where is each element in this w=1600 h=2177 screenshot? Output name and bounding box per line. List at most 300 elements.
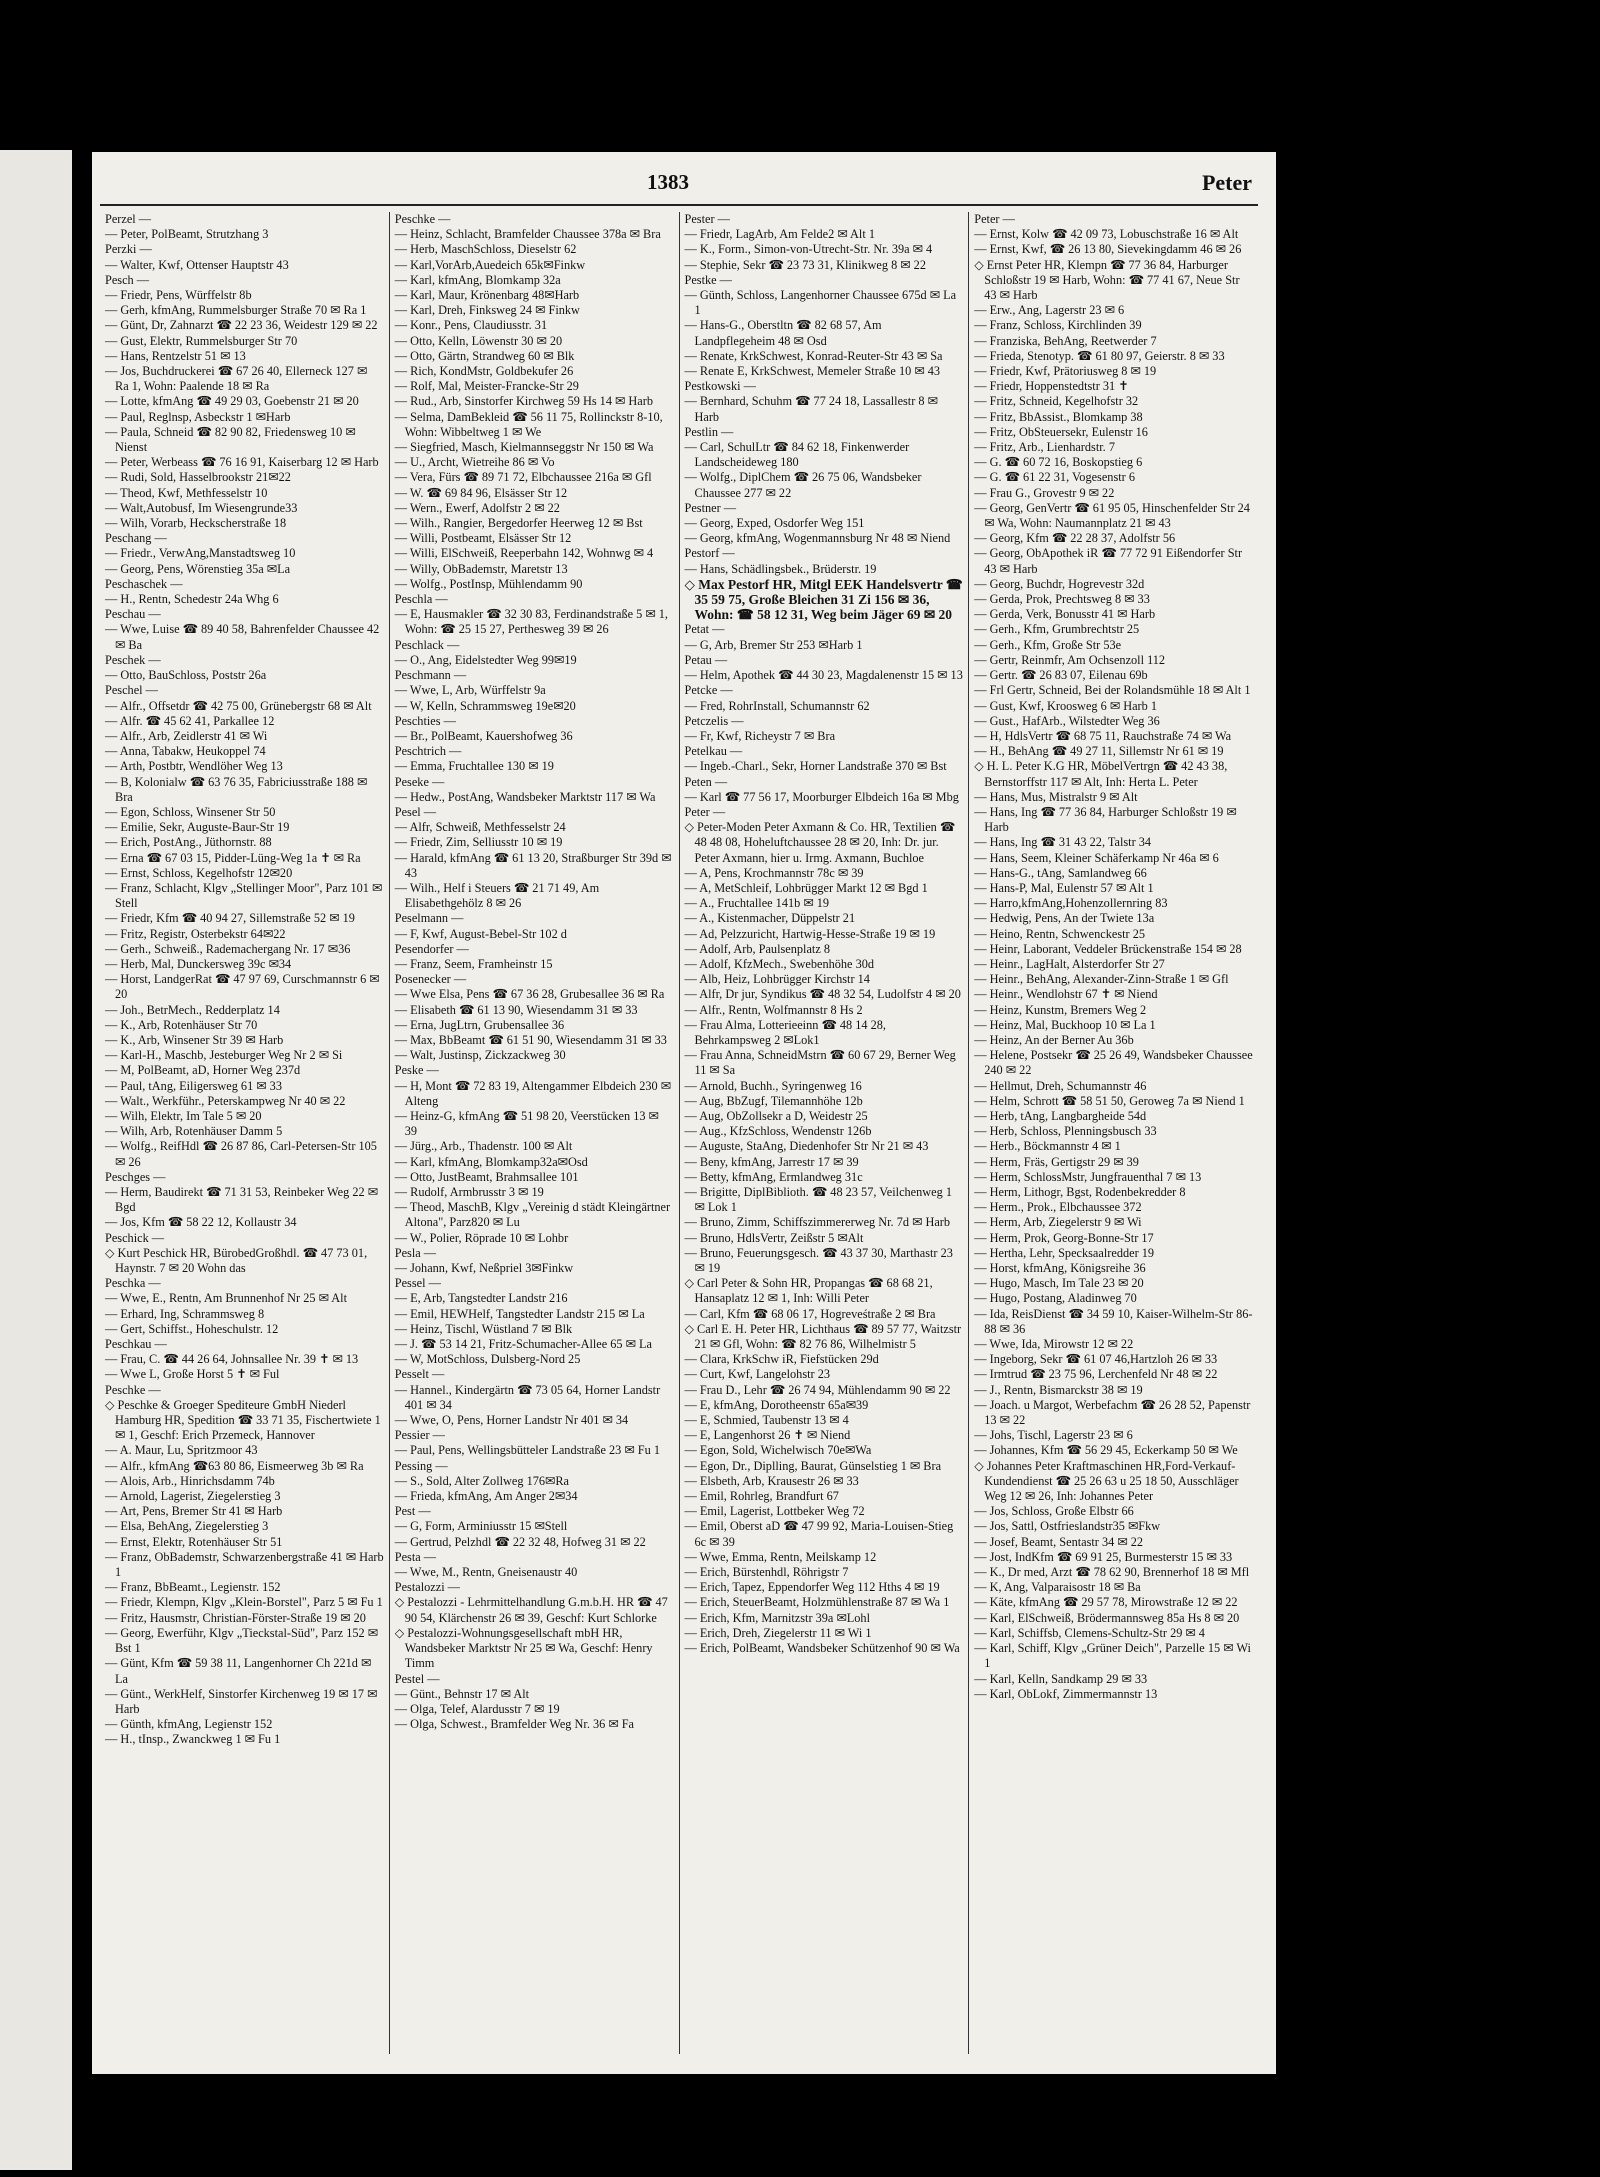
directory-entry: — Günt., WerkHelf, Sinstorfer Kirchenweg 19 ✉ 17 ✉ Harb: [105, 1686, 378, 1716]
directory-entry: — Art, Pens, Bremer Str 41 ✉ Harb: [105, 1504, 283, 1519]
directory-entry: — K., Arb, Winsener Str 39 ✉ Harb: [105, 1032, 284, 1047]
directory-entry: Pessier —: [394, 1428, 445, 1443]
page-number: 1383: [647, 170, 689, 194]
directory-entry: Posenecker —: [394, 972, 467, 987]
directory-entry: Peschla —: [394, 592, 448, 607]
directory-entry: — Wwe, E., Rentn, Am Brunnenhof Nr 25 ✉ Alt: [105, 1291, 347, 1306]
directory-entry: — Ernst, Kwf, ☎ 26 13 80, Sievekingdamm 46 ✉ 26: [974, 242, 1242, 257]
directory-entry: — Georg, GenVertr ☎ 61 95 05, Hinschenfelder Str 24 ✉ Wa, Wohn: Naumannplatz 21 ✉ 43: [974, 500, 1250, 531]
directory-entry: — Selma, DamBekleid ☎ 56 11 75, Rollinckstr 8-10, Wohn: Wibbeltweg 1 ✉ We: [394, 409, 663, 439]
directory-entry: — G. ☎ 61 22 31, Vogesenstr 6: [974, 470, 1135, 485]
directory-entry: — Heinr., Wendlohstr 67 ✝ ✉ Niend: [974, 987, 1158, 1002]
directory-entry: Pestlin —: [684, 424, 734, 439]
directory-entry: — Erich, Tapez, Eppendorfer Weg 112 Hths 4 ✉ 19: [684, 1580, 940, 1595]
directory-entry: — Wwe, L, Arb, Würffelstr 9a: [394, 683, 546, 698]
directory-entry: — Hans, Ing ☎ 31 43 22, Talstr 34: [974, 835, 1152, 850]
directory-entry: — Gert, Schiffst., Hoheschulstr. 12: [105, 1321, 279, 1336]
directory-entry: — Adolf, KfzMech., Swebenhöhe 30d: [684, 956, 875, 971]
directory-entry: — Alfr., kfmAng ☎63 80 86, Eismeerweg 3b ✉ Ra: [105, 1458, 364, 1473]
directory-entry: Pessel —: [394, 1276, 441, 1291]
directory-entry: — Frau Anna, SchneidMstrn ☎ 60 67 29, Berner Weg 11 ✉ Sa: [684, 1048, 956, 1078]
directory-entry: — F, Kwf, August-Bebel-Str 102 d: [394, 926, 567, 941]
directory-entry: — Otto, Gärtn, Strandweg 60 ✉ Blk: [394, 348, 575, 363]
directory-entry: — Günth, Schloss, Langenhorner Chaussee 675d ✉ La 1: [684, 288, 957, 318]
directory-entry: — Gust., HafArb., Wilstedter Weg 36: [974, 713, 1160, 728]
directory-entry: — Wilh., Rangier, Bergedorfer Heerweg 12 ✉ Bst: [394, 516, 643, 531]
directory-entry: — Jürg., Arb., Thadenstr. 100 ✉ Alt: [394, 1139, 573, 1154]
directory-entry: — Emil, HEWHelf, Tangstedter Landstr 215 ✉ La: [394, 1306, 645, 1321]
directory-entry: — Erich, Dreh, Ziegelerstr 11 ✉ Wi 1: [684, 1625, 872, 1640]
directory-entry: — Anna, Tabakw, Heukoppel 74: [105, 744, 266, 759]
directory-entry: — W. ☎ 69 84 96, Elsässer Str 12: [394, 485, 568, 500]
directory-entry: — Heino, Rentn, Schwenckestr 25: [974, 926, 1146, 941]
directory-entry: — Friedr, Pens, Würffelstr 8b: [105, 288, 252, 303]
directory-entry: — Herm., Prok., Elbchaussee 372: [974, 1200, 1142, 1215]
directory-entry: — Paul, tAng, Eiligersweg 61 ✉ 33: [105, 1078, 282, 1093]
directory-entry: Petczelis —: [684, 713, 744, 728]
directory-entry: — Gerh, kfmAng, Rummelsburger Straße 70 ✉ Ra 1: [105, 303, 367, 318]
directory-entry: — O., Ang, Eidelstedter Weg 99✉19: [394, 652, 577, 667]
directory-entry: — Walter, Kwf, Ottenser Hauptstr 43: [105, 257, 289, 272]
directory-entry: Peschke —: [105, 1382, 161, 1397]
directory-entry: — Clara, KrkSchw iR, Fiefstücken 29d: [684, 1352, 879, 1367]
directory-entry: Perzki —: [105, 242, 152, 257]
directory-entry: — Erw., Ang, Lagerstr 23 ✉ 6: [974, 303, 1125, 318]
directory-entry: — H., BehAng ☎ 49 27 11, Sillemstr Nr 61 ✉ 19: [974, 744, 1224, 759]
directory-entry: — S., Sold, Alter Zollweg 176✉Ra: [394, 1473, 570, 1488]
header-rule: [100, 204, 1258, 206]
directory-entry: — Otto, BauSchloss, Poststr 26a: [105, 668, 267, 683]
directory-entry: — Wolfg., ReifHdl ☎ 26 87 86, Carl-Petersen-Str 105 ✉ 26: [105, 1139, 377, 1169]
directory-entry: Pest —: [394, 1504, 431, 1519]
directory-entry: — Bruno, Zimm, Schiffszimmererweg Nr. 7d ✉ Harb: [684, 1215, 951, 1230]
directory-entry: Pestke —: [684, 272, 732, 287]
directory-entry: — Adolf, Arb, Paulsenplatz 8: [684, 941, 830, 956]
directory-entry: — Hans-G., tAng, Samlandweg 66: [974, 865, 1147, 880]
directory-entry: — A., Kistenmacher, Düppelstr 21: [684, 911, 856, 926]
directory-entry: — Karl, ElSchweiß, Brödermannsweg 85a Hs 8 ✉ 20: [974, 1610, 1240, 1625]
directory-entry: Peschties —: [394, 713, 456, 728]
directory-entry: — Jost, IndKfm ☎ 69 91 25, Burmesterstr 15 ✉ 33: [974, 1549, 1233, 1564]
directory-entry: — A, MetSchleif, Lohbrügger Markt 12 ✉ Bgd 1: [684, 880, 928, 895]
directory-entry: — Günt, Dr, Zahnarzt ☎ 22 23 36, Weidestr 129 ✉ 22: [105, 318, 378, 333]
directory-entry: — Hedwig, Pens, An der Twiete 13a: [974, 911, 1155, 926]
directory-entry: Perzel —: [105, 212, 152, 226]
directory-entry: — H, HdlsVertr ☎ 68 75 11, Rauchstraße 74 ✉ Wa: [974, 728, 1232, 743]
directory-entry: — Egon, Schloss, Winsener Str 50: [105, 804, 276, 819]
directory-entry: — Fritz, Arb., Lienhardstr. 7: [974, 440, 1115, 455]
directory-entry: — Herb, Mal, Dunckersweg 39c ✉34: [105, 956, 292, 971]
directory-entry: Peschel —: [105, 683, 158, 698]
directory-entry: Peschick —: [105, 1230, 165, 1245]
directory-entry: — Hannel., Kindergärtn ☎ 73 05 64, Horner Landstr 401 ✉ 34: [394, 1382, 661, 1412]
directory-page: [92, 152, 1276, 2074]
directory-entry: — Alb, Heiz, Lohbrügger Kirchstr 14: [684, 972, 870, 987]
directory-entry: — J., Rentn, Bismarckstr 38 ✉ 19: [974, 1382, 1143, 1397]
directory-entry: — Franziska, BehAng, Reetwerder 7: [974, 333, 1157, 348]
directory-entry: ◇ Ernst Peter HR, Klempn ☎ 77 36 84, Harburger Schloßstr 19 ✉ Harb, Wohn: ☎ 77 41 67, Neue Str 43 ✉ Harb: [974, 257, 1240, 303]
directory-entry: ◇ H. L. Peter K.G HR, MöbelVertrgn ☎ 42 43 38, Bernstorffstr 117 ✉ Alt, Inh: Herta L. Peter: [974, 759, 1228, 789]
directory-entry: — Rudolf, Armbrusstr 3 ✉ 19: [394, 1185, 544, 1199]
directory-entry: Pesta —: [394, 1549, 437, 1564]
directory-entry: — Walt, Justinsp, Zickzackweg 30: [394, 1048, 566, 1063]
directory-entry: — Herm, Fräs, Gertigstr 29 ✉ 39: [974, 1154, 1139, 1169]
directory-entry: — Gust, Kwf, Kroosweg 6 ✉ Harb 1: [974, 698, 1158, 713]
page-header: [92, 170, 1276, 204]
directory-entry: — Theod, Kwf, Methfesselstr 10: [105, 485, 268, 500]
directory-entry: — Karl, Schiff, Klgv „Grüner Deich", Parzelle 15 ✉ Wi 1: [974, 1641, 1251, 1671]
directory-entry: — Franz, ObBademstr, Schwarzenbergstraße 41 ✉ Harb 1: [105, 1549, 384, 1580]
directory-entry: — Alfr, Schweiß, Methfesselstr 24: [394, 820, 566, 835]
directory-entry: Peseke —: [394, 774, 445, 789]
directory-entry: — Herb, Schloss, Plenningsbusch 33: [974, 1124, 1157, 1139]
directory-entry: — Egon, Dr., Diplling, Baurat, Günselstieg 1 ✉ Bra: [684, 1458, 942, 1473]
directory-entry: — Auguste, StaAng, Diedenhofer Str Nr 21 ✉ 43: [684, 1139, 929, 1154]
directory-entry: — Emma, Fruchtallee 130 ✉ 19: [394, 759, 554, 774]
directory-entry: — Ingeb.-Charl., Sekr, Horner Landstraße 370 ✉ Bst: [684, 759, 947, 774]
directory-entry: — Otto, JustBeamt, Brahmsallee 101: [394, 1169, 579, 1184]
directory-entry: — W, MotSchloss, Dulsberg-Nord 25: [394, 1352, 581, 1367]
directory-entry: — Wwe Elsa, Pens ☎ 67 36 28, Grubesallee 36 ✉ Ra: [394, 987, 665, 1002]
directory-entry: Peske —: [394, 1063, 439, 1078]
directory-entry: — Hans, Mus, Mistralstr 9 ✉ Alt: [974, 789, 1138, 804]
directory-entry: — H., Rentn, Schedestr 24a Whg 6: [105, 592, 279, 607]
directory-entry: — K., Form., Simon-von-Utrecht-Str. Nr. 39a ✉ 4: [684, 242, 933, 257]
directory-entry: — G, Arb, Bremer Str 253 ✉Harb 1: [684, 637, 863, 652]
directory-entry: — E, Hausmakler ☎ 32 30 83, Ferdinandstraße 5 ✉ 1, Wohn: ☎ 25 15 27, Perthesweg 39 ✉ 26: [394, 607, 668, 637]
directory-entry: Pestel —: [394, 1671, 440, 1686]
directory-entry: — Ida, ReisDienst ☎ 34 59 10, Kaiser-Wilhelm-Str 86-88 ✉ 36: [974, 1306, 1253, 1336]
directory-entry: — Johannes, Kfm ☎ 56 29 45, Eckerkamp 50 ✉ We: [974, 1443, 1238, 1458]
directory-entry: — Herm, Prok, Georg-Bonne-Str 17: [974, 1230, 1154, 1245]
directory-entry: — Karl, Dreh, Finksweg 24 ✉ Finkw: [394, 303, 580, 318]
directory-entry: — Friedr., VerwAng,Manstadtsweg 10: [105, 546, 296, 561]
directory-entry: — Wwe, O, Pens, Horner Landstr Nr 401 ✉ 34: [394, 1413, 629, 1428]
directory-entry: — Curt, Kwf, Langelohstr 23: [684, 1367, 830, 1382]
directory-entry: — Karl,VorArb,Auedeich 65k✉Finkw: [394, 257, 586, 272]
directory-entry: — Arnold, Buchh., Syringenweg 16: [684, 1078, 862, 1093]
directory-entry: — W., Polier, Röprade 10 ✉ Lohbr: [394, 1230, 569, 1245]
directory-entry: Peschek —: [105, 652, 161, 667]
directory-entry: — Fritz, Registr, Osterbekstr 64✉22: [105, 926, 286, 941]
directory-entry: — Elisabeth ☎ 61 13 90, Wiesendamm 31 ✉ 33: [394, 1002, 638, 1017]
directory-entry: — Fritz, Hausmstr, Christian-Förster-Straße 19 ✉ 20: [105, 1610, 366, 1625]
directory-entry: — Karl, Maur, Krönenbarg 48✉Harb: [394, 288, 580, 303]
directory-entry: — Willi, Postbeamt, Elsässer Str 12: [394, 531, 572, 546]
directory-entry: — Hans-G., Oberstltn ☎ 82 68 57, Am Landpflegeheim 48 ✉ Osd: [684, 318, 882, 348]
directory-entry: — Carl, Kfm ☎ 68 06 17, Hogreveśtraße 2 ✉ Bra: [684, 1306, 936, 1321]
directory-entry: — Georg, kfmAng, Wogenmannsburg Nr 48 ✉ Niend: [684, 531, 951, 546]
directory-entry: — Günt., Behnstr 17 ✉ Alt: [394, 1686, 530, 1701]
directory-entry: — H., tInsp., Zwanckweg 1 ✉ Fu 1: [105, 1732, 281, 1747]
directory-entry: — Georg, Exped, Osdorfer Weg 151: [684, 516, 865, 531]
directory-entry: — Günt, Kfm ☎ 59 38 11, Langenhorner Ch 221d ✉ La: [105, 1656, 372, 1686]
directory-entry: — Alfr., Offsetdr ☎ 42 75 00, Grünebergstr 68 ✉ Alt: [105, 698, 372, 713]
directory-entry: — Frau D., Lehr ☎ 26 74 94, Mühlendamm 90 ✉ 22: [684, 1382, 951, 1397]
directory-entry: — Renate E, KrkSchwest, Memeler Straße 10 ✉ 43: [684, 364, 940, 379]
directory-columns: [100, 212, 1258, 2054]
directory-entry: Peschges —: [105, 1169, 166, 1184]
directory-entry: — Jos, Sattl, Ostfrieslandstr35 ✉Fkw: [974, 1519, 1161, 1534]
directory-entry: — Georg, Ewerführ, Klgv „Tieckstal-Süd", Parz 152 ✉ Bst 1: [105, 1625, 379, 1656]
directory-entry: — Erich, Kfm, Marnitzstr 39a ✉Lohl: [684, 1610, 870, 1625]
directory-entry: — Georg, Kfm ☎ 22 28 37, Adolfstr 56: [974, 531, 1176, 546]
directory-entry: — Peter, PolBeamt, Strutzhang 3: [105, 227, 269, 242]
directory-entry: — Helm, Schrott ☎ 58 51 50, Geroweg 7a ✉ Niend 1: [974, 1093, 1245, 1108]
directory-entry: — Franz, Schlacht, Klgv „Stellinger Moor", Parz 101 ✉ Stell: [105, 880, 383, 911]
directory-entry: — Helene, Postsekr ☎ 25 26 49, Wandsbeker Chaussee 240 ✉ 22: [974, 1048, 1253, 1078]
directory-entry: ◇ Max Pestorf HR, Mitgl EEK Handelsvertr ☎ 35 59 75, Große Bleichen 31 Zi 156 ✉ 36, Wohn: ☎ 58 12 31, Weg beim Jäger 69 ✉ 20: [684, 576, 963, 623]
directory-entry: — Paula, Schneid ☎ 82 90 82, Friedensweg 10 ✉ Nienst: [105, 424, 356, 455]
directory-entry: — Karl, Kelln, Sandkamp 29 ✉ 33: [974, 1671, 1148, 1686]
directory-entry: — Frieda, Stenotyp. ☎ 61 80 97, Geierstr. 8 ✉ 33: [974, 348, 1225, 363]
directory-entry: — Konr., Pens, Claudiusstr. 31: [394, 318, 548, 333]
directory-entry: — Frieda, kfmAng, Am Anger 2✉34: [394, 1489, 578, 1504]
directory-entry: — Heinz, Kunstm, Bremers Weg 2: [974, 1002, 1147, 1017]
column-4: [969, 212, 1258, 2054]
directory-entry: — Ernst, Elektr, Rotenhäuser Str 51: [105, 1534, 283, 1549]
directory-entry: — Betty, kfmAng, Ermlandweg 31c: [684, 1169, 863, 1184]
directory-entry: — Franz, BbBeamt., Legienstr. 152: [105, 1580, 281, 1595]
directory-entry: — Peter, Werbeass ☎ 76 16 91, Kaiserbarg 12 ✉ Harb: [105, 455, 379, 470]
column-1: [100, 212, 390, 2054]
directory-entry: Peschke —: [394, 212, 451, 226]
directory-entry: — Emil, Lagerist, Lottbeker Weg 72: [684, 1504, 865, 1519]
directory-entry: — Frau G., Grovestr 9 ✉ 22: [974, 485, 1115, 500]
directory-entry: — E, Arb, Tangstedter Landstr 216: [394, 1291, 568, 1306]
directory-entry: — Walt,Autobusf, Im Wiesengrunde33: [105, 500, 298, 515]
directory-entry: Pesendorfer —: [394, 941, 469, 956]
directory-entry: — Heinr., BehAng, Alexander-Zinn-Straße 1 ✉ Gfl: [974, 972, 1229, 987]
directory-entry: — Ad, Pelzzuricht, Hartwig-Hesse-Straße 19 ✉ 19: [684, 926, 936, 941]
directory-entry: — Wolfg., DiplChem ☎ 26 75 06, Wandsbeker Chaussee 277 ✉ 22: [684, 470, 922, 500]
directory-entry: — Jos, Kfm ☎ 58 22 12, Kollaustr 34: [105, 1215, 297, 1230]
directory-entry: — Wwe L, Große Horst 5 ✝ ✉ Ful: [105, 1367, 280, 1382]
directory-entry: — H, Mont ☎ 72 83 19, Altengammer Elbdeich 230 ✉ Alteng: [394, 1078, 672, 1108]
directory-entry: — Bernhard, Schuhm ☎ 77 24 18, Lassallestr 8 ✉ Harb: [684, 394, 938, 424]
running-head: Peter: [1201, 170, 1252, 195]
directory-entry: — Erich, Bürstenhdl, Röhrigstr 7: [684, 1565, 849, 1580]
directory-entry: — Wolfg., PostInsp, Mühlendamm 90: [394, 576, 583, 591]
directory-entry: — Brigitte, DiplBiblioth. ☎ 48 23 57, Veilchenweg 1 ✉ Lok 1: [684, 1185, 952, 1215]
directory-entry: — G, Form, Arminiusstr 15 ✉Stell: [394, 1519, 568, 1534]
directory-entry: — Günth, kfmAng, Legienstr 152: [105, 1717, 273, 1732]
directory-entry: — W, Kelln, Schrammsweg 19e✉20: [394, 698, 576, 713]
directory-entry: — Br., PolBeamt, Kauershofweg 36: [394, 728, 573, 743]
directory-entry: Peschmann —: [394, 668, 467, 683]
directory-entry: — Bruno, HdlsVertr, Zeißstr 5 ✉Alt: [684, 1230, 864, 1245]
directory-entry: — Walt., Werkführ., Peterskampweg Nr 40 ✉ 22: [105, 1093, 346, 1108]
directory-entry: — Karl-H., Maschb, Jesteburger Weg Nr 2 ✉ Si: [105, 1048, 343, 1063]
directory-entry: — Emil, Rohrleg, Brandfurt 67: [684, 1489, 839, 1504]
directory-entry: — Arnold, Lagerist, Ziegelerstieg 3: [105, 1489, 281, 1504]
directory-entry: — Herm, SchlossMstr, Jungfrauenthal 7 ✉ 13: [974, 1169, 1202, 1184]
directory-entry: Petat —: [684, 622, 725, 637]
directory-entry: — Emilie, Sekr, Auguste-Baur-Str 19: [105, 820, 290, 835]
directory-entry: — Vera, Fürs ☎ 89 71 72, Elbchaussee 216a ✉ Gfl: [394, 470, 652, 485]
directory-entry: — E, Schmied, Taubenstr 13 ✉ 4: [684, 1413, 849, 1428]
directory-entry: ◇ Peter-Moden Peter Axmann & Co. HR, Textilien ☎ 48 48 08, Hoheluftchaussee 28 ✉ 20, Inh: Dr. jur. Peter Axmann, hier u. Irmg. Axmann, Buchloe: [684, 820, 956, 865]
directory-entry: — Herm, Arb, Ziegelerstr 9 ✉ Wi: [974, 1215, 1142, 1230]
directory-entry: — Johann, Kwf, Neßpriel 3✉Finkw: [394, 1261, 574, 1276]
directory-entry: — Rich, KondMstr, Goldbekufer 26: [394, 364, 574, 379]
directory-entry: — Theod, MaschB, Klgv „Vereinig d städt Kleingärtner Altona", Parz820 ✉ Lu: [394, 1200, 671, 1230]
directory-entry: — K., Dr med, Arzt ☎ 78 62 90, Brennerhof 18 ✉ Mfl: [974, 1565, 1250, 1580]
directory-entry: — Jos, Buchdruckerei ☎ 67 26 40, Ellerneck 127 ✉ Ra 1, Wohn: Paalende 18 ✉ Ra: [105, 364, 368, 394]
directory-entry: Pestalozzi —: [394, 1580, 460, 1595]
directory-entry: — Friedr, LagArb, Am Felde2 ✉ Alt 1: [684, 227, 875, 242]
directory-entry: — Heinz, Tischl, Wüstland 7 ✉ Blk: [394, 1321, 573, 1336]
directory-entry: — A. Maur, Lu, Spritzmoor 43: [105, 1443, 258, 1458]
directory-entry: Pesselt —: [394, 1367, 445, 1382]
directory-entry: — Alfr., Rentn, Wolfmannstr 8 Hs 2: [684, 1002, 863, 1017]
directory-entry: — Käte, kfmAng ☎ 29 57 78, Mirowstraße 12 ✉ 22: [974, 1595, 1238, 1610]
column-2: [390, 212, 680, 2054]
directory-entry: — Paul, Pens, Wellingsbütteler Landstraße 23 ✉ Fu 1: [394, 1443, 660, 1458]
directory-entry: ◇ Kurt Peschick HR, BürobedGroßhdl. ☎ 47 73 01, Haynstr. 7 ✉ 20 Wohn das: [105, 1245, 368, 1276]
directory-entry: — Elsbeth, Arb, Krausestr 26 ✉ 33: [684, 1473, 859, 1488]
directory-entry: — Gerda, Verk, Bonusstr 41 ✉ Harb: [974, 607, 1156, 622]
directory-entry: — Wilh, Arb, Rotenhäuser Damm 5: [105, 1124, 283, 1139]
directory-entry: — K., Arb, Rotenhäuser Str 70: [105, 1017, 258, 1032]
directory-entry: — Wwe, M., Rentn, Gneisenaustr 40: [394, 1565, 578, 1580]
column-3: [680, 212, 970, 2054]
directory-entry: Pestorf —: [684, 546, 735, 561]
directory-entry: — Max, BbBeamt ☎ 61 51 90, Wiesendamm 31 ✉ 33: [394, 1032, 667, 1047]
directory-entry: — Fr, Kwf, Richeystr 7 ✉ Bra: [684, 728, 836, 743]
directory-entry: — Karl, Schiffsb, Clemens-Schultz-Str 29 ✉ 4: [974, 1625, 1205, 1640]
directory-entry: — E, Langenhorst 26 ✝ ✉ Niend: [684, 1428, 851, 1443]
directory-entry: — Gerda, Prok, Prechtsweg 8 ✉ 33: [974, 592, 1150, 607]
directory-entry: — Alfr, Dr jur, Syndikus ☎ 48 32 54, Ludolfstr 4 ✉ 20: [684, 987, 961, 1002]
directory-entry: — Herm, Lithogr, Bgst, Rodenbekredder 8: [974, 1185, 1186, 1199]
directory-entry: — Alois, Arb., Hinrichsdamm 74b: [105, 1473, 275, 1488]
directory-entry: — Gertr. ☎ 26 83 07, Eilenau 69b: [974, 668, 1148, 683]
directory-entry: — Rud., Arb, Sinstorfer Kirchweg 59 Hs 14 ✉ Harb: [394, 394, 654, 409]
directory-entry: — Wilh, Vorarb, Heckscherstraße 18: [105, 516, 287, 531]
directory-entry: — Friedr, Hoppenstedtstr 31 ✝: [974, 379, 1129, 394]
directory-entry: ◇ Carl E. H. Peter HR, Lichthaus ☎ 89 57 77, Waitzstr 21 ✉ Gfl, Wohn: ☎ 82 76 86, Wilhelmistr 5: [684, 1321, 962, 1352]
directory-entry: — Siegfried, Masch, Kielmannseggstr Nr 150 ✉ Wa: [394, 440, 654, 455]
directory-entry: — Fritz, Schneid, Kegelhofstr 32: [974, 394, 1139, 409]
directory-entry: Peter —: [974, 212, 1015, 226]
directory-entry: — Carl, SchulLtr ☎ 84 62 18, Finkenwerder Landscheideweg 180: [684, 440, 910, 470]
directory-entry: — Hellmut, Dreh, Schumannstr 46: [974, 1078, 1147, 1093]
directory-entry: — Willi, ElSchweiß, Reeperbahn 142, Wohnwg ✉ 4: [394, 546, 654, 561]
directory-entry: — Karl, ObLokf, Zimmermannstr 13: [974, 1686, 1158, 1701]
directory-entry: — Herb, MaschSchloss, Dieselstr 62: [394, 242, 577, 257]
directory-entry: — Frau, C. ☎ 44 26 64, Johnsallee Nr. 39 ✝ ✉ 13: [105, 1352, 359, 1367]
directory-entry: — Friedr, Kwf, Prätoriusweg 8 ✉ 19: [974, 364, 1157, 379]
directory-entry: — Gerh., Kfm, Große Str 53e: [974, 637, 1122, 652]
directory-entry: — Frau Alma, Lotterieeinn ☎ 48 14 28, Behrkampsweg 2 ✉Lok1: [684, 1017, 886, 1047]
directory-entry: — Stephie, Sekr ☎ 23 73 31, Klinikweg 8 ✉ 22: [684, 257, 926, 272]
directory-entry: Peschang —: [105, 531, 167, 546]
directory-entry: — Fritz, BbAssist., Blomkamp 38: [974, 409, 1143, 424]
directory-entry: — Franz, Schloss, Kirchlinden 39: [974, 318, 1142, 333]
directory-entry: — Gust, Elektr, Rummelsburger Str 70: [105, 333, 298, 348]
directory-entry: — M, PolBeamt, aD, Horner Weg 237d: [105, 1063, 301, 1078]
directory-entry: — Olga, Schwest., Bramfelder Weg Nr. 36 ✉ Fa: [394, 1717, 635, 1732]
directory-entry: — Friedr, Zim, Selliusstr 10 ✉ 19: [394, 835, 563, 850]
directory-entry: — Erna, JugLtrn, Grubensallee 36: [394, 1017, 565, 1032]
directory-entry: — Heinr, Laborant, Veddeler Brückenstraße 154 ✉ 28: [974, 941, 1242, 956]
directory-entry: — Beny, kfmAng, Jarrestr 17 ✉ 39: [684, 1154, 859, 1169]
directory-entry: — Wern., Ewerf, Adolfstr 2 ✉ 22: [394, 500, 560, 515]
directory-entry: — Karl, kfmAng, Blomkamp 32a: [394, 272, 561, 287]
directory-entry: Pesla —: [394, 1245, 437, 1260]
directory-entry: — Olga, Telef, Alardusstr 7 ✉ 19: [394, 1701, 560, 1716]
directory-entry: — Wwe, Luise ☎ 89 40 58, Bahrenfelder Chaussee 42 ✉ Ba: [105, 622, 380, 652]
directory-entry: — Aug, ObZollsekr a D, Weidestr 25: [684, 1108, 868, 1123]
directory-entry: — Herb, tAng, Langbargheide 54d: [974, 1108, 1147, 1123]
directory-entry: — Otto, Kelln, Löwenstr 30 ✉ 20: [394, 333, 563, 348]
directory-entry: ◇ Carl Peter & Sohn HR, Propangas ☎ 68 68 21, Hansaplatz 12 ✉ 1, Inh: Willi Peter: [684, 1276, 933, 1306]
directory-entry: — Emil, Oberst aD ☎ 47 99 92, Maria-Louisen-Stieg 6c ✉ 39: [684, 1519, 954, 1549]
directory-entry: — Georg, ObApothek iR ☎ 77 72 91 Eißendorfer Str 43 ✉ Harb: [974, 546, 1243, 576]
directory-entry: Pesel —: [394, 804, 437, 819]
directory-entry: Pesch —: [105, 272, 150, 287]
directory-entry: ◇ Peschke & Groeger Spediteure GmbH Niederl Hamburg HR, Spedition ☎ 33 71 35, Fischertwiete 1 ✉ 1, Geschf: Erich Przemeck, Hannover: [105, 1397, 381, 1443]
directory-entry: — Hedw., PostAng, Wandsbeker Marktstr 117 ✉ Wa: [394, 789, 656, 804]
directory-entry: Peschtrich —: [394, 744, 462, 759]
directory-entry: — Ernst, Kolw ☎ 42 09 73, Lobuschstraße 16 ✉ Alt: [974, 227, 1239, 242]
directory-entry: — Hans, Schädlingsbek., Brüderstr. 19: [684, 561, 877, 576]
directory-entry: ◇ Pestalozzi - Lehrmittelhandlung G.m.b.H. HR ☎ 47 90 54, Klärchenstr 26 ✉ 39, Geschf: Kurt Schlorke: [394, 1595, 668, 1625]
directory-entry: — Aug., KfzSchloss, Wendenstr 126b: [684, 1124, 872, 1139]
directory-entry: — Heinz, Schlacht, Bramfelder Chaussee 378a ✉ Bra: [394, 227, 661, 242]
directory-entry: — Jos, Schloss, Große Elbstr 66: [974, 1504, 1134, 1519]
directory-entry: — E, kfmAng, Dorotheenstr 65a✉39: [684, 1397, 869, 1412]
directory-entry: — Fred, RohrInstall, Schumannstr 62: [684, 698, 870, 713]
directory-entry: — Georg, Buchdr, Hogrevestr 32d: [974, 576, 1145, 591]
directory-entry: — K, Ang, Valparaisostr 18 ✉ Ba: [974, 1580, 1141, 1595]
directory-entry: — Hans, Ing ☎ 77 36 84, Harburger Schloßstr 19 ✉ Harb: [974, 804, 1237, 835]
directory-entry: Petau —: [684, 652, 728, 667]
directory-entry: — Rudi, Sold, Hasselbrookstr 21✉22: [105, 470, 291, 485]
directory-entry: — U., Archt, Wietreihe 86 ✉ Vo: [394, 455, 555, 470]
directory-entry: — Erhard, Ing, Schrammsweg 8: [105, 1306, 265, 1321]
directory-entry: — Karl, kfmAng, Blomkamp32a✉Osd: [394, 1154, 588, 1169]
directory-entry: — Erna ☎ 67 03 15, Pidder-Lüng-Weg 1a ✝ ✉ Ra: [105, 850, 361, 865]
directory-entry: — B, Kolonialw ☎ 63 76 35, Fabriciusstraße 188 ✉ Bra: [105, 774, 368, 804]
directory-entry: — Hans-P, Mal, Eulenstr 57 ✉ Alt 1: [974, 880, 1154, 895]
directory-entry: — Harald, kfmAng ☎ 61 13 20, Straßburger Str 39d ✉ 43: [394, 850, 672, 880]
directory-entry: — Wilh., Helf i Steuers ☎ 21 71 49, Am Elisabethgehölz 8 ✉ 26: [394, 880, 600, 911]
directory-entry: Pestner —: [684, 500, 737, 515]
directory-entry: Peschlack —: [394, 637, 460, 652]
directory-entry: — Heinz, An der Berner Au 36b: [974, 1032, 1134, 1047]
directory-entry: — Elsa, BehAng, Ziegelerstieg 3: [105, 1519, 269, 1534]
directory-entry: — Gerh., Kfm, Grumbrechtstr 25: [974, 622, 1140, 637]
directory-entry: — Erich, PolBeamt, Wandsbeker Schützenhof 90 ✉ Wa: [684, 1641, 960, 1656]
directory-entry: — Wwe, Ida, Mirowstr 12 ✉ 22: [974, 1337, 1134, 1352]
directory-entry: — Bruno, Feuerungsgesch. ☎ 43 37 30, Marthastr 23 ✉ 19: [684, 1245, 953, 1276]
directory-entry: — Lotte, kfmAng ☎ 49 29 03, Goebenstr 21 ✉ 20: [105, 394, 359, 409]
directory-entry: — Heinz-G, kfmAng ☎ 51 98 20, Veerstücken 13 ✉ 39: [394, 1108, 659, 1139]
directory-entry: — Aug, BbZugf, Tilemannhöhe 12b: [684, 1093, 863, 1108]
directory-entry: — Rolf, Mal, Meister-Francke-Str 29: [394, 379, 579, 394]
directory-entry: — Harro,kfmAng,Hohenzollernring 83: [974, 896, 1168, 911]
directory-entry: — Hugo, Postang, Aladinweg 70: [974, 1291, 1137, 1306]
directory-entry: — Friedr, Klempn, Klgv „Klein-Borstel", Parz 5 ✉ Fu 1: [105, 1595, 383, 1610]
directory-entry: — A., Fruchtallee 141b ✉ 19: [684, 896, 830, 911]
directory-entry: — Hertha, Lehr, Specksaalredder 19: [974, 1245, 1155, 1260]
directory-entry: — A, Pens, Krochmannstr 78c ✉ 39: [684, 865, 864, 880]
directory-entry: — J. ☎ 53 14 21, Fritz-Schumacher-Allee 65 ✉ La: [394, 1337, 652, 1352]
directory-entry: — Egon, Sold, Wichelwisch 70e✉Wa: [684, 1443, 872, 1458]
directory-entry: — Hans, Rentzelstr 51 ✉ 13: [105, 348, 246, 363]
